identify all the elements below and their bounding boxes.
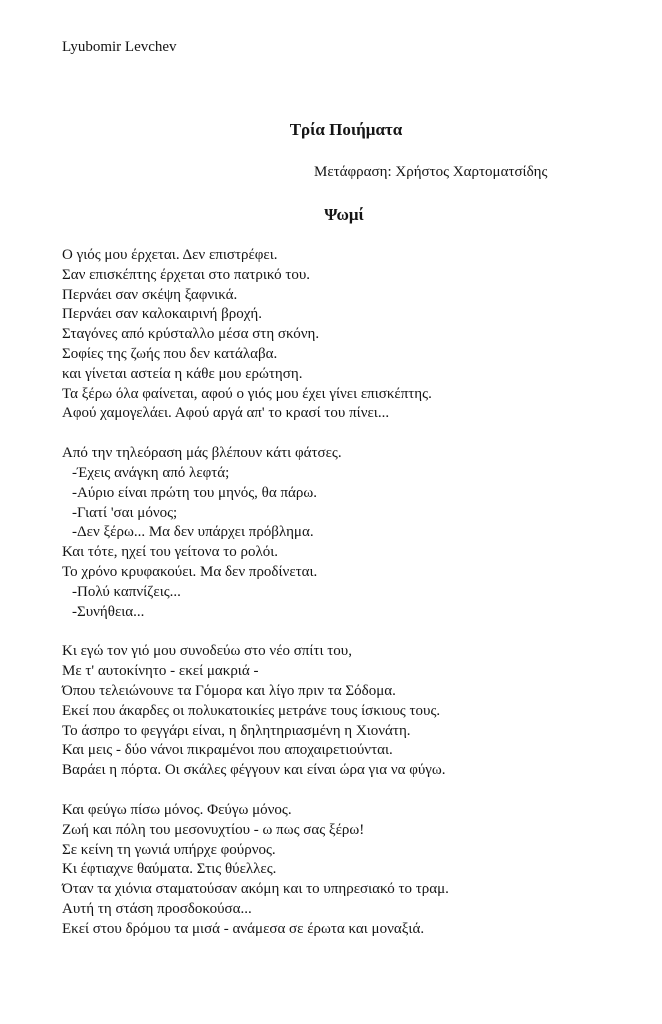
poem-line: Περνάει σαν σκέψη ξαφνικά. xyxy=(62,286,238,303)
poem-line: Και μεις - δύο νάνοι πικραμένοι που αποχαιρετιούνται. xyxy=(62,742,393,759)
poem-line: Το χρόνο κρυφακούει. Μα δεν προδίνεται. xyxy=(62,563,318,580)
poem-line: Το άσπρο το φεγγάρι είναι, η δηλητηριασμένη η Χιονάτη. xyxy=(62,722,411,739)
stanza-1 xyxy=(62,246,652,424)
poem-line: Εκεί στου δρόμου τα μισά - ανάμεσα σε έρωτα και μοναξιά. xyxy=(62,920,425,937)
poem-line: Εκεί που άκαρδες οι πολυκατοικίες μετράνε τους ίσκιους τους. xyxy=(62,702,441,719)
poem-line: Ζωή και πόλη του μεσονυχτίου - ω πως σας ξέρω! xyxy=(62,821,365,838)
poem-line: Σε κείνη τη γωνιά υπήρχε φούρνος. xyxy=(62,841,276,858)
poem-line: Ο γιός μου έρχεται. Δεν επιστρέφει. xyxy=(62,247,278,263)
poem-line: Τα ξέρω όλα φαίνεται, αφού ο γιός μου έχει γίνει επισκέπτης. xyxy=(62,385,432,402)
poem-line: Σαν επισκέπτης έρχεται στο πατρικό του. xyxy=(62,266,311,283)
stanza-4 xyxy=(62,801,652,940)
poem-line: Αυτή τη στάση προσδοκούσα... xyxy=(62,900,252,917)
poem-line: Όταν τα χιόνια σταματούσαν ακόμη και το υπηρεσιακό το τραμ. xyxy=(62,881,449,898)
dialogue-line: -Πολύ καπνίζεις... xyxy=(72,583,181,600)
stanza-2 xyxy=(62,444,652,622)
stanza-3 xyxy=(62,642,652,781)
poem-line: Σοφίες της ζωής που δεν κατάλαβα. xyxy=(62,345,278,362)
poem-body xyxy=(62,246,652,960)
poem-line: Και τότε, ηχεί του γείτονα το ρολόι. xyxy=(62,544,279,561)
dialogue-line: -Γιατί 'σαι μόνος; xyxy=(72,504,178,521)
poem-line: Αφού χαμογελάει. Αφού αργά απ' το κρασί του πίνει... xyxy=(62,405,390,422)
translator-credit: Μετάφραση: Χρήστος Χαρτοματσίδης xyxy=(314,164,548,180)
poem-line: Σταγόνες από κρύσταλλο μέσα στη σκόνη. xyxy=(62,326,320,343)
author-name: Lyubomir Levchev xyxy=(62,39,177,55)
collection-title: Τρία Ποιήματα xyxy=(289,120,403,139)
poem-line: Βαράει η πόρτα. Οι σκάλες φέγγουν και είναι ώρα για να φύγω. xyxy=(62,762,446,779)
poem-title: Ψωμί xyxy=(324,205,364,224)
dialogue-line: -Συνήθεια... xyxy=(72,603,145,620)
poem-line: Περνάει σαν καλοκαιρινή βροχή. xyxy=(62,306,262,323)
dialogue-line: -Έχεις ανάγκη από λεφτά; xyxy=(72,464,230,481)
poem-line: Και φεύγω πίσω μόνος. Φεύγω μόνος. xyxy=(62,801,292,818)
dialogue-line: -Αύριο είναι πρώτη του μηνός, θα πάρω. xyxy=(72,484,317,501)
poem-line: Κι εγώ τον γιό μου συνοδεύω στο νέο σπίτι του, xyxy=(62,643,352,660)
poem-line: Από την τηλεόραση μάς βλέπουν κάτι φάτσες. xyxy=(62,445,342,462)
poem-line: Όπου τελειώνουνε τα Γόμορα και λίγο πριν τα Σόδομα. xyxy=(62,682,396,699)
poem-line: Με τ' αυτοκίνητο - εκεί μακριά - xyxy=(62,663,259,680)
poem-line: και γίνεται αστεία η κάθε μου ερώτηση. xyxy=(62,365,303,382)
poem-line: Κι έφτιαχνε θαύματα. Στις θύελλες. xyxy=(62,861,277,878)
dialogue-line: -Δεν ξέρω... Μα δεν υπάρχει πρόβλημα. xyxy=(72,524,314,541)
